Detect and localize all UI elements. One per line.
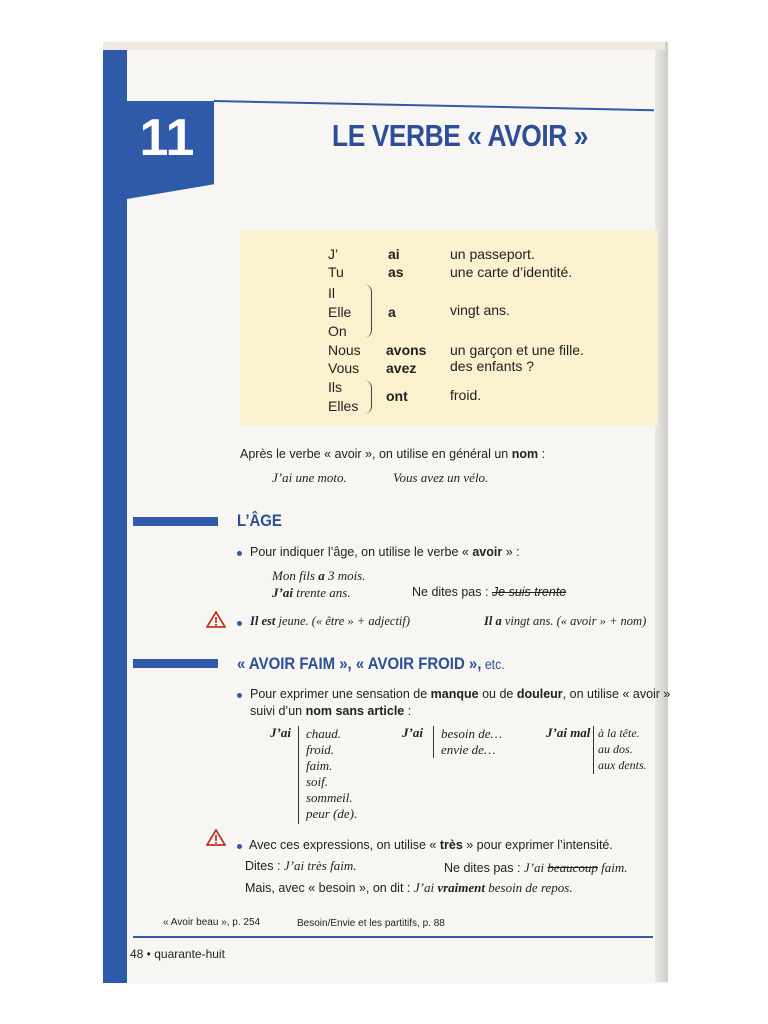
verb-a: a [388,304,396,320]
col1-item: faim. [306,758,333,773]
col1-divider [298,726,299,824]
faim-rule-line-2: suivi d’un nom sans article : [250,704,412,718]
intro-example-2: Vous avez un vélo. [393,470,489,485]
footer-rule [133,936,653,938]
complement-passeport: un passeport. [450,246,535,262]
bullet-dot [237,551,242,556]
col3-divider [593,726,594,774]
verb-avez: avez [386,360,417,376]
cross-reference-1[interactable]: « Avoir beau », p. 254 [163,917,261,928]
pronoun-on: On [328,323,347,339]
dites-line: Dites : J’ai très faim. [245,858,357,873]
page-number: 48 • quarante-huit [130,947,225,961]
col3-item: aux dents. [598,758,647,772]
pronoun-nous: Nous [328,342,361,358]
chapter-title: LE VERBE « AVOIR » [332,118,588,153]
pronoun-elles: Elles [328,398,359,414]
intro-rule: Après le verbe « avoir », on utilise en général un nom : [240,447,546,461]
verb-avons: avons [386,342,427,358]
age-example-1: Mon fils a 3 mois. [272,568,366,583]
col1-item: sommeil. [306,790,353,805]
col3-heading: J’ai mal [546,725,591,740]
bullet-dot [237,621,242,626]
faim-rule-line-1: Pour exprimer une sensation de manque ou de douleur, on utilise « avoir » [250,687,671,701]
pronoun-ils: Ils [328,379,342,395]
col2-item: envie de… [441,742,496,757]
bullet-dot [237,844,242,849]
cross-reference-2[interactable]: Besoin/Envie et les partitifs, p. 88 [297,918,445,929]
pronoun-tu: Tu [328,264,344,280]
age-dont-say: Ne dites pas : Je suis trente [412,585,567,599]
col3-item: au dos. [598,742,633,756]
pronoun-il: Il [328,285,335,301]
chapter-number: 11 [139,109,195,167]
mais-line: Mais, avec « besoin », on dit : J’ai vraiment besoin de repos. [245,880,573,895]
col1-heading: J’ai [270,725,291,740]
col2-item: besoin de… [441,726,503,741]
col1-item: peur (de). [306,806,358,821]
tres-rule: Avec ces expressions, on utilise « très » pour exprimer l’intensité. [249,838,613,852]
col1-item: chaud. [306,726,342,741]
pronoun-vous: Vous [328,360,360,376]
complement-carte: une carte d’identité. [450,264,573,280]
col2-divider [433,726,434,758]
intro-example-1: J’ai une moto. [272,470,347,485]
verb-as: as [388,264,404,280]
page-top-edge [103,42,665,50]
chapter-side-strip [103,50,127,983]
brace-ils-elles [364,380,372,414]
warning-icon [206,611,226,628]
pronoun-je: J’ [328,246,339,262]
verb-ont: ont [386,388,408,404]
dont-say-tres: Ne dites pas : J’ai beaucoup faim. [444,860,628,875]
intro-keyword: nom [511,447,539,461]
warning-icon [206,829,226,846]
bullet-dot [237,693,242,698]
section-bar-faim [133,659,218,668]
brace-il-elle-on [364,284,372,338]
section-bar-age [133,517,218,526]
section-heading-faim: « AVOIR FAIM », « AVOIR FROID », etc. [237,654,505,673]
age-rule: Pour indiquer l’âge, on utilise le verbe « avoir » : [250,545,520,559]
age-warning-right: Il a vingt ans. (« avoir » + nom) [484,614,647,628]
pronoun-elle: Elle [328,304,352,320]
complement-vingt: vingt ans. [450,302,510,318]
conjugation-box [240,230,658,426]
col2-heading: J’ai [402,725,423,740]
section-heading-age: L’ÂGE [237,511,282,530]
col3-item: à la tête. [598,726,640,740]
col1-item: soif. [306,774,329,789]
page-gutter-shade [655,42,668,982]
complement-froid: froid. [450,387,482,403]
complement-garcon: un garçon et une fille. [450,342,584,358]
verb-ai: ai [388,246,400,262]
complement-enfants: des enfants ? [450,358,535,374]
col1-item: froid. [306,742,335,757]
age-example-2: J’ai trente ans. [272,585,351,600]
age-warning-left: Il est jeune. (« être » + adjectif) [250,614,411,628]
